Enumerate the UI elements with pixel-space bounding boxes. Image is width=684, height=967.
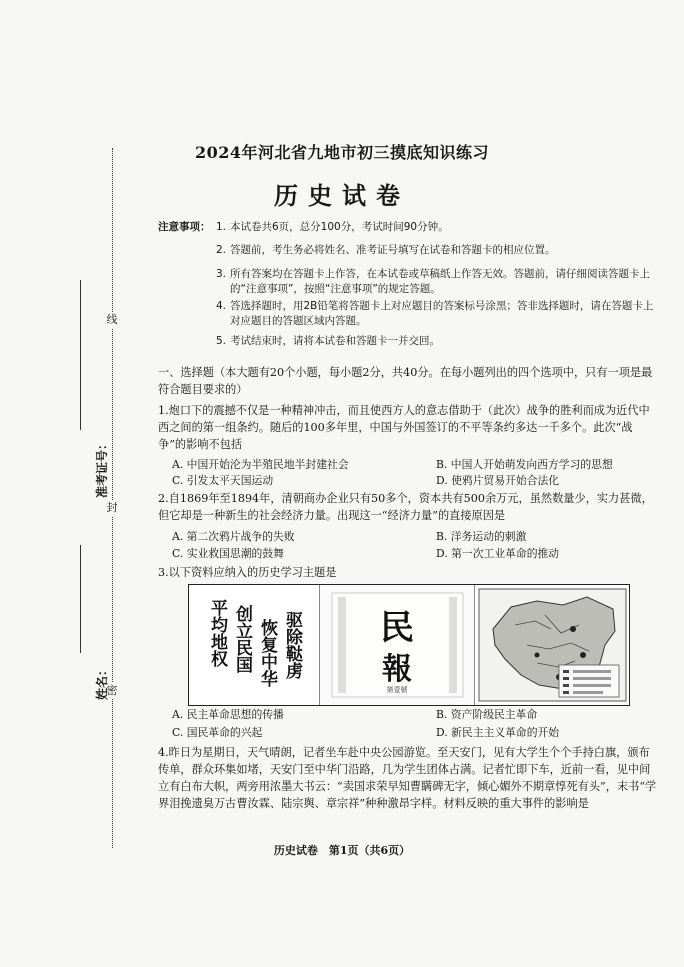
note-item — [216, 267, 656, 297]
q2-option-c[interactable]: C. 实业救国思潮的鼓舞 — [172, 547, 284, 560]
calligraphy-col: 驱除鞑虏 — [282, 611, 302, 679]
section-heading: 一、选择题（本大题有20个小题，每小题2分，共40分。在每小题列出的四个选项中，只有一项是最符合题目要求的） — [158, 366, 653, 396]
calligraphy-col: 创立民国 — [232, 605, 252, 673]
note-number: 2. — [216, 244, 227, 256]
question-4-stem: 4.昨日为星期日，天气晴朗，记者坐车赴中央公园游览。至天安门，见有大学生个个手持白旗，颁布传单，群众环集如堵，天安门至中华门沿路，几为学生团体占满。记者忙即下车，近前一看，见中间立有白布大帜，两旁用浓墨大书云：“卖国求荣早知曹瞒碑无字，倾心媚外不期章惇死有头”，末书“学界泪挽遗臭万古曹汝霖、陆宗舆、章宗祥”种种激昂字样。材料反映的重大事件的影响是 — [158, 746, 657, 810]
calligraphy-image — [189, 585, 319, 705]
note-item — [216, 299, 656, 329]
q2-option-b[interactable]: B. 洋务运动的刺激 — [436, 530, 527, 543]
q2-option-a[interactable]: A. 第二次鸦片战争的失败 — [172, 530, 295, 543]
q1-option-a[interactable]: A. 中国开始沦为半殖民地半封建社会 — [172, 458, 349, 471]
q3-option-a[interactable]: A. 民主革命思想的传播 — [172, 708, 284, 721]
newspaper-panel — [319, 585, 475, 705]
newspaper-title-char-1: 民 — [380, 608, 414, 648]
calligraphy-panel — [189, 585, 319, 705]
seal-word-seal: 封 — [106, 501, 118, 514]
ticket-number-label: 准考证号： — [95, 437, 109, 498]
q1-option-c[interactable]: C. 引发太平天国运动 — [172, 474, 274, 487]
seal-word-line: 线 — [106, 313, 118, 326]
q3-option-c[interactable]: C. 国民革命的兴起 — [172, 726, 263, 739]
note-item — [216, 334, 656, 349]
exam-title: 2024年河北省九地市初三摸底知识练习 — [194, 143, 490, 162]
seal-word-secret: 密 — [106, 684, 118, 697]
page-footer: 历史试卷 第1页（共6页） — [273, 844, 411, 857]
calligraphy-col: 平均地权 — [207, 599, 227, 667]
q3-figure — [188, 584, 630, 706]
note-number: 5. — [216, 335, 227, 347]
question-1-stem: 1.炮口下的震撼不仅是一种精神冲击，而且使西方人的意志借助于（此次）战争的胜利而成为近代中西之间的第一组条约。随后的100多年里，中国与外国签订的不平等条约多达一千多个。此次“战争”的影响不包括 — [158, 404, 650, 451]
q1-option-d[interactable]: D. 使鸦片贸易开始合法化 — [436, 474, 560, 487]
note-item — [216, 243, 656, 258]
map-panel — [474, 585, 630, 705]
question-2-stem: 2.自1869年至1894年，清朝商办企业只有50多个，资本共有500余万元，虽然数量少，实力甚微，但它却是一种新生的社会经济力量。出现这一“经济力量”的直接原因是 — [158, 492, 653, 522]
ticket-number-line — [80, 280, 81, 430]
note-item — [216, 220, 656, 235]
note-text: 答选择题时，用2B铅笔将答题卡上对应题目的答案标号涂黑；答非选择题时，请在答题卡上对应题目的答题区域内答题。 — [230, 300, 654, 327]
note-number: 1. — [216, 221, 227, 233]
calligraphy-col: 恢复中华 — [257, 619, 277, 687]
name-label: 姓名： — [95, 663, 109, 700]
note-number: 4. — [216, 300, 227, 312]
q1-option-b[interactable]: B. 中国人开始萌发向西方学习的思想 — [436, 458, 613, 471]
q3-option-d[interactable]: D. 新民主主义革命的开始 — [436, 726, 560, 739]
note-text: 本试卷共6页，总分100分，考试时间90分钟。 — [230, 221, 449, 233]
subject-title: 历史试卷 — [274, 181, 410, 210]
notes-heading: 注意事项： — [158, 221, 211, 233]
binding-dotted-line — [112, 148, 113, 848]
newspaper-image — [320, 585, 475, 705]
note-number: 3. — [216, 268, 227, 280]
note-text: 考试结束时，请将本试卷和答题卡一并交回。 — [230, 335, 440, 347]
q2-option-d[interactable]: D. 第一次工业革命的推动 — [436, 547, 560, 560]
note-text: 答题前，考生务必将姓名、准考证号填写在试卷和答题卡的相应位置。 — [230, 244, 556, 256]
question-3-stem: 3.以下资料应纳入的历史学习主题是 — [158, 566, 337, 579]
map-image — [475, 585, 630, 705]
note-text: 所有答案均在答题卡上作答，在本试卷或草稿纸上作答无效。答题前，请仔细阅读答题卡上的“注意事项”，按照“注意事项”的规定答题。 — [230, 268, 650, 295]
newspaper-subtitle: 第壹號 — [386, 686, 408, 694]
name-line — [80, 545, 81, 653]
q3-option-b[interactable]: B. 资产阶级民主革命 — [436, 708, 538, 721]
newspaper-title-char-2: 報 — [382, 652, 412, 687]
